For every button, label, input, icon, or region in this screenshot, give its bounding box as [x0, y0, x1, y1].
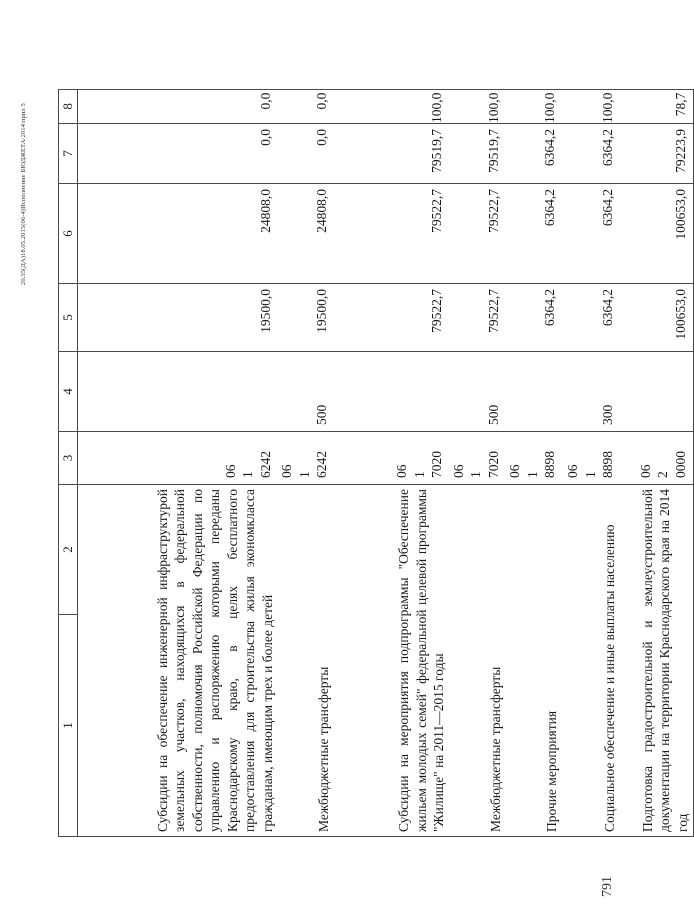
row-refined-cell: 24808,0 — [278, 184, 335, 284]
section-code: 06 — [637, 464, 653, 478]
file-path-footer: 20.35(ДА)18.05.2015(06-4)Исполнение БЮДЖЕТА\2014\прил 5 — [20, 103, 27, 285]
row-code-cell — [563, 432, 621, 485]
subsection-code: 1 — [296, 471, 312, 478]
target-article-code: 8898 — [600, 451, 615, 478]
row-code-cell — [506, 432, 563, 485]
row-refined-cell: 100653,0 — [621, 184, 694, 284]
header-cell-2: 2 — [59, 485, 78, 615]
subsection-code: 1 — [582, 471, 598, 478]
header-row — [59, 89, 78, 836]
row-expense-type-cell: 300 — [563, 352, 621, 432]
row-executed-cell: 79519,7 — [450, 124, 507, 184]
header-cell-3: 3 — [59, 432, 78, 485]
section-code: 06 — [507, 464, 522, 478]
row-code-cell — [621, 432, 694, 485]
row-plan-cell: 79522,7 — [335, 284, 450, 352]
row-refined-cell: 24808,0 — [77, 184, 278, 284]
subsection-code: 1 — [240, 471, 255, 478]
row-executed-cell: 6364,2 — [506, 124, 563, 184]
row-percent-cell: 100,0 — [506, 89, 563, 123]
section-code: 06 — [279, 464, 294, 478]
section-code: 06 — [394, 464, 409, 478]
subsection-code: 2 — [655, 471, 670, 478]
table-row — [621, 89, 694, 836]
row-percent-cell: 100,0 — [335, 89, 450, 123]
row-percent-cell: 0,0 — [77, 89, 278, 123]
row-expense-type-cell — [621, 352, 694, 432]
row-percent-cell: 0,0 — [278, 89, 335, 123]
row-plan-cell: 79522,7 — [450, 284, 507, 352]
subsection-code: 1 — [468, 471, 483, 478]
table-row — [450, 89, 507, 836]
header-cell-8: 8 — [59, 89, 78, 123]
target-article-code: 7020 — [485, 451, 501, 478]
row-executed-cell: 79223,9 — [621, 124, 694, 184]
table-row — [77, 89, 278, 836]
row-expense-type-cell: 500 — [278, 352, 335, 432]
row-name-cell: Субсидии на мероприятия подпрограммы "Обеспечение жильем молодых семей" федеральной целевой программы "Жилище" на 2011—2015 годы — [335, 485, 450, 837]
subsection-code: 1 — [411, 471, 427, 478]
row-plan-cell: 19500,0 — [278, 284, 335, 352]
budget-table — [58, 89, 694, 837]
row-percent-cell: 100,0 — [563, 89, 621, 123]
section-code: 06 — [222, 464, 238, 478]
table-row — [563, 89, 621, 836]
row-percent-cell: 100,0 — [450, 89, 507, 123]
row-name-cell: Межбюджетные трансферты — [278, 485, 335, 837]
target-article-code: 0000 — [672, 451, 688, 478]
header-cell-6: 6 — [59, 184, 78, 284]
row-name-cell: Межбюджетные трансферты — [450, 485, 507, 837]
row-executed-cell: 79519,7 — [335, 124, 450, 184]
section-code: 06 — [450, 464, 466, 478]
row-executed-cell: 6364,2 — [563, 124, 621, 184]
header-cell-4: 4 — [59, 352, 78, 432]
row-code-cell — [335, 432, 450, 485]
table-row — [335, 89, 450, 836]
row-name-cell: Прочие мероприятия — [506, 485, 563, 837]
row-code-cell — [77, 432, 278, 485]
row-plan-cell: 6364,2 — [563, 284, 621, 352]
row-name-cell: Социальное обеспечение и иные выплаты населению — [563, 485, 621, 837]
row-name-cell: Подготовка градостроительной и землеустроительной документации на территории Краснодарского края на 2014 год — [621, 485, 694, 837]
row-percent-cell: 78,7 — [621, 89, 694, 123]
table-row — [506, 89, 563, 836]
row-name-cell: Субсидии на обеспечение инженерной инфраструктурой земельных участков, находящихся в федеральной собственности, полномочия Российской Федерации по управлению и распоряжению которыми переданы Краснодарскому краю, в целях бесплатного предоставления для строительства жилья экономкласса гражданам, имеющим трех и более детей — [77, 485, 278, 837]
row-code-cell — [450, 432, 507, 485]
table-body — [77, 89, 694, 836]
table-row — [278, 89, 335, 836]
row-refined-cell: 79522,7 — [335, 184, 450, 284]
row-expense-type-cell — [506, 352, 563, 432]
subsection-code: 1 — [524, 471, 540, 478]
row-plan-cell: 19500,0 — [77, 284, 278, 352]
row-code-cell — [278, 432, 335, 485]
target-article-code: 8898 — [542, 451, 557, 478]
row-executed-cell: 0,0 — [278, 124, 335, 184]
row-expense-type-cell — [335, 352, 450, 432]
row-plan-cell: 6364,2 — [506, 284, 563, 352]
header-cell-5: 5 — [59, 284, 78, 352]
section-code: 06 — [565, 464, 580, 478]
row-expense-type-cell — [77, 352, 278, 432]
row-plan-cell: 100653,0 — [621, 284, 694, 352]
header-cell-7: 7 — [59, 124, 78, 184]
target-article-code: 7020 — [429, 451, 444, 478]
row-executed-cell: 0,0 — [77, 124, 278, 184]
target-article-code: 6242 — [257, 451, 273, 478]
row-refined-cell: 6364,2 — [563, 184, 621, 284]
page-number: 791 — [600, 876, 615, 897]
row-refined-cell: 6364,2 — [506, 184, 563, 284]
target-article-code: 6242 — [314, 451, 329, 478]
row-refined-cell: 79522,7 — [450, 184, 507, 284]
row-expense-type-cell: 500 — [450, 352, 507, 432]
header-cell-1: 1 — [59, 615, 78, 837]
